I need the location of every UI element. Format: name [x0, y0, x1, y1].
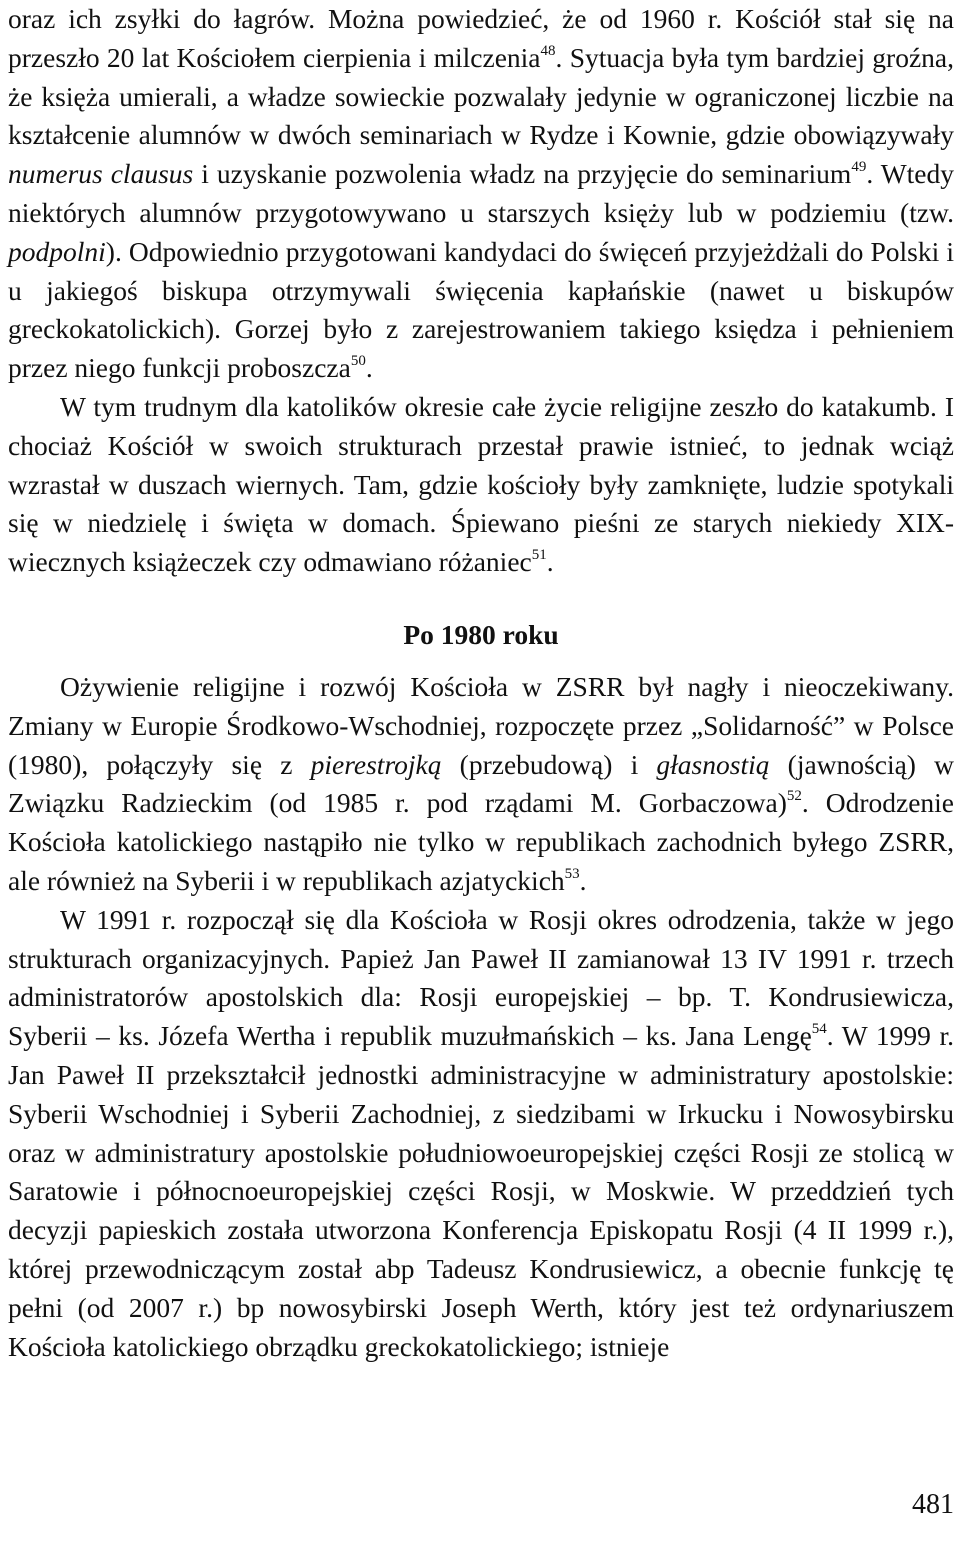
text-run: .: [365, 352, 373, 384]
text-run: ). Odpowiednio przygotowani kandydaci do święceń przyjeżdżali do Polski i u jakiegoś biskupa otrzymywali święcenia kapłańskie (nawet u biskupów greckokatolickich). Gorzej było z zarejestrowaniem takiego księdza i pełnieniem przez niego funkcji proboszcza: [8, 235, 954, 384]
text-run: W tym trudnym dla katolików okresie całe życie religijne zeszło do katakumb. I chociaż Kościół w swoich strukturach przestał prawie istnieć, to jednak wciąż wzrastał w duszach wiernych. Tam, gdzie kościoły były zamknięte, ludzie spotykali się w niedzielę i święta w domach. Śpiewano pieśni ze starych niekiedy XIX-wiecznych książeczek czy odmawiano różaniec: [8, 390, 954, 578]
document-page: [8, 0, 954, 1366]
text-run: (przebudową) i: [441, 748, 657, 780]
footnote-ref: 50: [350, 353, 366, 370]
italic-term: numerus clausus: [8, 158, 194, 190]
text-run: W 1991 r. rozpoczął się dla Kościoła w Rosji okres odrodzenia, także w jego strukturach organizacyjnych. Papież Jan Paweł II zamianował 13 IV 1991 r. trzech administratorów apostolskich dla: Rosji europejskiej – bp. T. Kondrusiewicza, Syberii – ks. Józefa Wertha i republik muzułmańskich – ks. Jana Lengę: [8, 903, 954, 1052]
text-run: .: [579, 864, 587, 896]
text-run: (jawnością) w Związku Radzieckim (od 1985 r. pod rządami M. Gorbaczowa): [8, 748, 955, 819]
text-run: Ożywienie religijne i rozwój Kościoła w ZSRR był nagły i nieoczekiwany. Zmiany w Europie Środkowo-Wschodniej, rozpoczęte przez „Solidarność” w Polsce (1980), połączyły się z: [8, 670, 954, 780]
paragraph-3: [8, 668, 954, 901]
text-run: oraz ich zsyłki do łagrów. Można powiedzieć, że od 1960 r. Kościół stał się na przeszło 20 lat Kościołem cierpienia i milczenia: [8, 3, 954, 73]
paragraph-1: [8, 0, 954, 388]
italic-term: podpolni: [8, 235, 106, 267]
page-number: 481: [912, 1489, 954, 1520]
paragraph-2: [8, 388, 954, 582]
section-heading: Po 1980 roku: [403, 618, 559, 650]
footnote-ref: 53: [564, 865, 580, 882]
text-run: . W 1999 r. Jan Paweł II przekształcił jednostki administracyjne w administratury apostolskie: Syberii Wschodniej i Syberii Zachodniej, z siedzibami w Irkucku i Nowosybirsku oraz w administratury apostolskie południowoeuropejskiej części Rosji ze stolicą w Saratowie i północnoeuropejskiej części Rosji, w Moskwie. W przeddzień tych decyzji papieskich została utworzona Konferencja Episkopatu Rosji (4 II 1999 r.), której przewodniczącym został abp Tadeusz Kondrusiewicz, a obecnie funkcję tę pełni (od 2007 r.) bp nowosybirski Joseph Werth, który jest też ordynariuszem Kościoła katolickiego obrządku greckokatolickiego; istnieje: [8, 1020, 954, 1362]
footnote-ref: 51: [531, 547, 547, 564]
footnote-ref: 49: [851, 159, 867, 176]
footnote-ref: 54: [811, 1021, 827, 1038]
text-run: . Wtedy niektórych alumnów przygotowywano u starszych księży lub w podziemiu (tzw.: [8, 158, 954, 228]
italic-term: głasnostią: [656, 748, 770, 780]
italic-term: pierestrojką: [310, 748, 442, 780]
text-run: i uzyskanie pozwolenia władz na przyjęcie do seminarium: [193, 158, 852, 190]
text-run: . Odrodzenie Kościoła katolickiego nastąpiło nie tylko w republikach zachodnich byłego ZSRR, ale również na Syberii i w republikach azjatyckich: [8, 787, 954, 896]
paragraph-4: [8, 901, 954, 1367]
footnote-ref: 48: [540, 42, 556, 59]
footnote-ref: 52: [786, 788, 802, 805]
text-run: . Sytuacja była tym bardziej groźna, że księża umierali, a władze sowieckie pozwalały jedynie w ograniczonej liczbie na kształcenie alumnów w dwóch seminariach w Rydze i Kownie, gdzie obowiązywały: [8, 41, 954, 151]
text-run: .: [546, 546, 554, 578]
